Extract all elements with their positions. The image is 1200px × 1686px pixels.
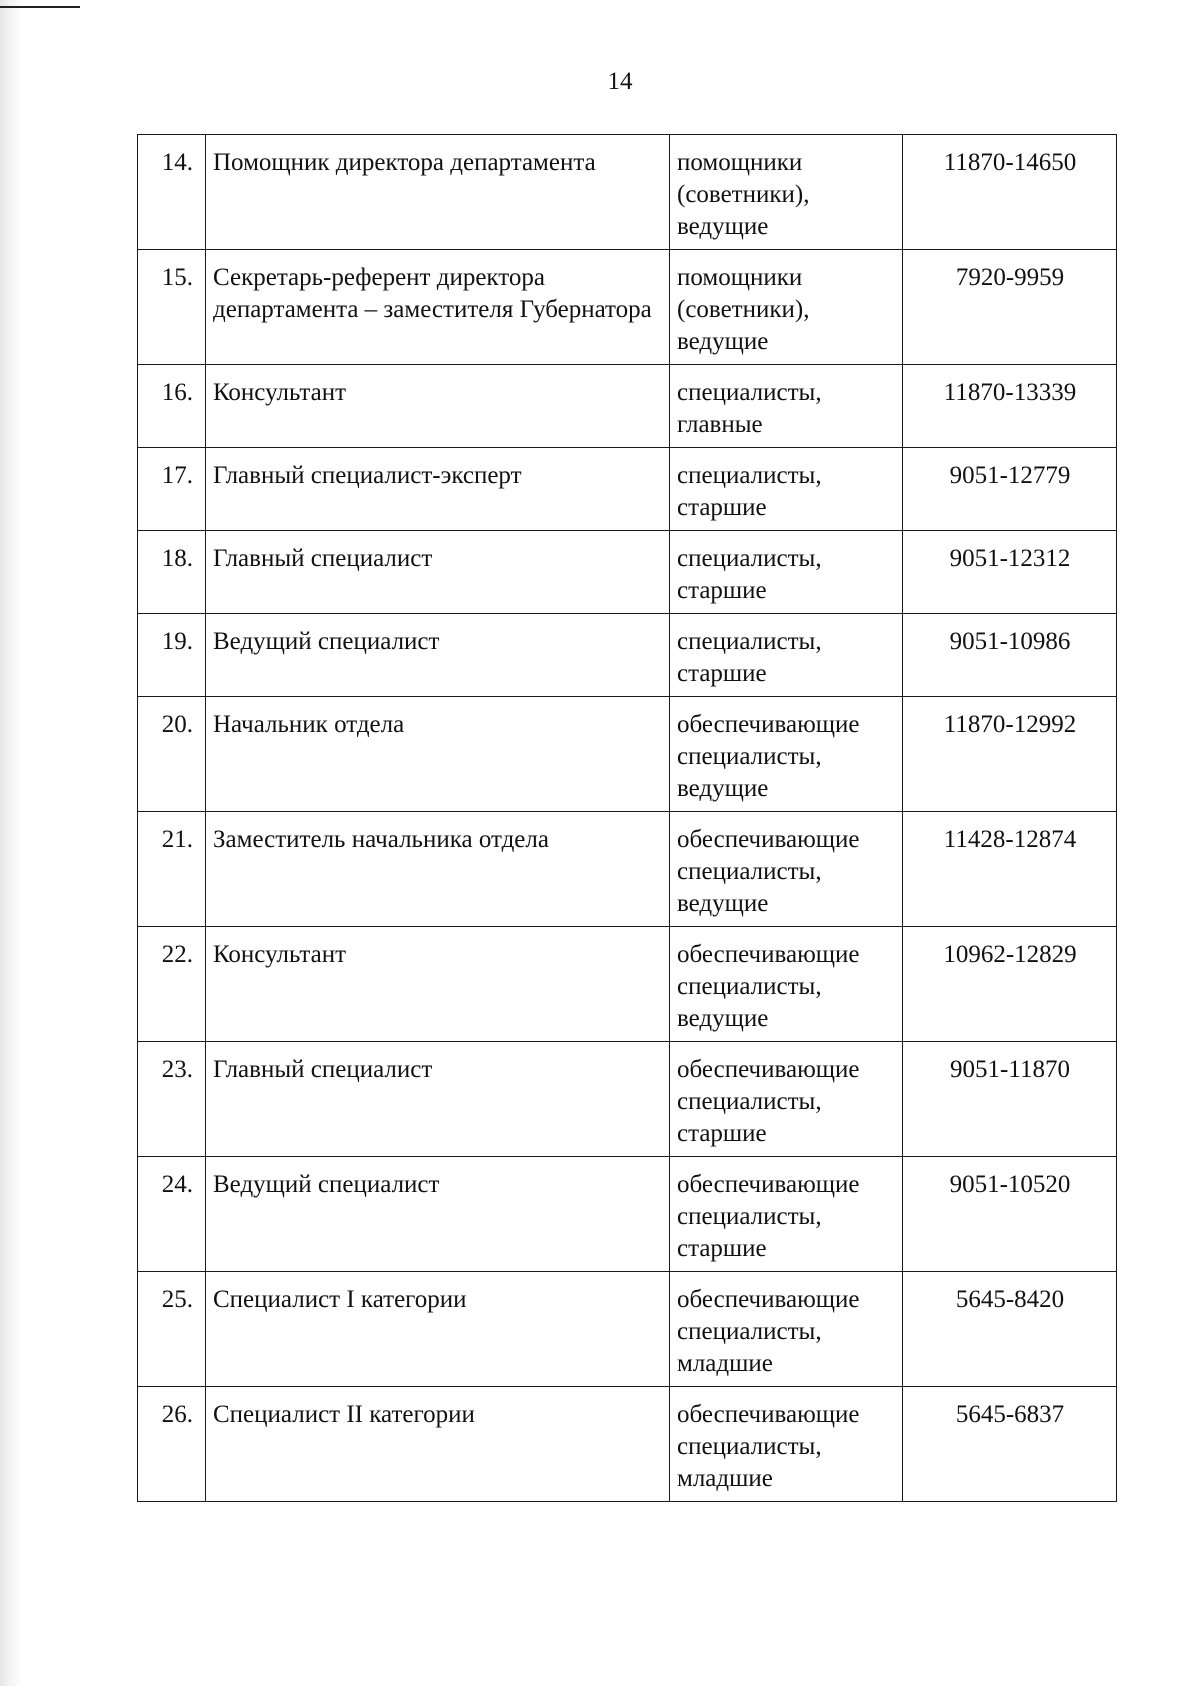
row-number: 15. — [138, 250, 206, 365]
row-number: 14. — [138, 135, 206, 250]
salary-range: 9051-11870 — [903, 1042, 1117, 1157]
position-title: Главный специалист — [206, 1042, 670, 1157]
position-title: Ведущий специалист — [206, 1157, 670, 1272]
salary-range: 7920-9959 — [903, 250, 1117, 365]
position-title: Консультант — [206, 927, 670, 1042]
table-row — [138, 1387, 1117, 1502]
position-group: специалисты, старшие — [670, 531, 903, 614]
salary-range: 5645-6837 — [903, 1387, 1117, 1502]
table-row — [138, 697, 1117, 812]
table-row — [138, 365, 1117, 448]
position-group: специалисты, старшие — [670, 448, 903, 531]
page-number: 14 — [607, 68, 633, 95]
position-group: обеспечивающие специалисты, ведущие — [670, 812, 903, 927]
position-title: Специалист II категории — [206, 1387, 670, 1502]
salary-range: 9051-10986 — [903, 614, 1117, 697]
table-row — [138, 250, 1117, 365]
position-group: обеспечивающие специалисты, старшие — [670, 1157, 903, 1272]
salary-range: 11870-14650 — [903, 135, 1117, 250]
table-row — [138, 448, 1117, 531]
row-number: 23. — [138, 1042, 206, 1157]
table-row — [138, 1042, 1117, 1157]
position-group: обеспечивающие специалисты, младшие — [670, 1272, 903, 1387]
position-group: специалисты, главные — [670, 365, 903, 448]
salary-range: 9051-10520 — [903, 1157, 1117, 1272]
salary-range: 10962-12829 — [903, 927, 1117, 1042]
position-title: Главный специалист — [206, 531, 670, 614]
position-title: Секретарь-референт директора департамента – заместителя Губернатора — [206, 250, 670, 365]
table-row — [138, 1272, 1117, 1387]
salary-range: 5645-8420 — [903, 1272, 1117, 1387]
position-title: Заместитель начальника отдела — [206, 812, 670, 927]
position-group: обеспечивающие специалисты, ведущие — [670, 927, 903, 1042]
positions-table-body — [138, 135, 1117, 1502]
salary-range: 11870-13339 — [903, 365, 1117, 448]
scan-mark — [0, 6, 80, 8]
position-title: Помощник директора департамента — [206, 135, 670, 250]
position-title: Главный специалист-эксперт — [206, 448, 670, 531]
position-group: помощники (советники), ведущие — [670, 135, 903, 250]
row-number: 21. — [138, 812, 206, 927]
row-number: 24. — [138, 1157, 206, 1272]
scan-edge — [0, 0, 22, 1686]
row-number: 18. — [138, 531, 206, 614]
table-row — [138, 1157, 1117, 1272]
salary-range: 9051-12779 — [903, 448, 1117, 531]
position-group: обеспечивающие специалисты, ведущие — [670, 697, 903, 812]
row-number: 22. — [138, 927, 206, 1042]
row-number: 20. — [138, 697, 206, 812]
position-title: Ведущий специалист — [206, 614, 670, 697]
position-group: обеспечивающие специалисты, младшие — [670, 1387, 903, 1502]
row-number: 25. — [138, 1272, 206, 1387]
position-group: обеспечивающие специалисты, старшие — [670, 1042, 903, 1157]
position-group: специалисты, старшие — [670, 614, 903, 697]
table-row — [138, 812, 1117, 927]
position-title: Начальник отдела — [206, 697, 670, 812]
salary-range: 9051-12312 — [903, 531, 1117, 614]
position-title: Консультант — [206, 365, 670, 448]
salary-range: 11870-12992 — [903, 697, 1117, 812]
position-title: Специалист I категории — [206, 1272, 670, 1387]
position-group: помощники (советники), ведущие — [670, 250, 903, 365]
positions-table — [137, 134, 1117, 1502]
table-row — [138, 135, 1117, 250]
table-row — [138, 614, 1117, 697]
row-number: 16. — [138, 365, 206, 448]
salary-range: 11428-12874 — [903, 812, 1117, 927]
row-number: 17. — [138, 448, 206, 531]
table-row — [138, 927, 1117, 1042]
row-number: 26. — [138, 1387, 206, 1502]
row-number: 19. — [138, 614, 206, 697]
table-row — [138, 531, 1117, 614]
